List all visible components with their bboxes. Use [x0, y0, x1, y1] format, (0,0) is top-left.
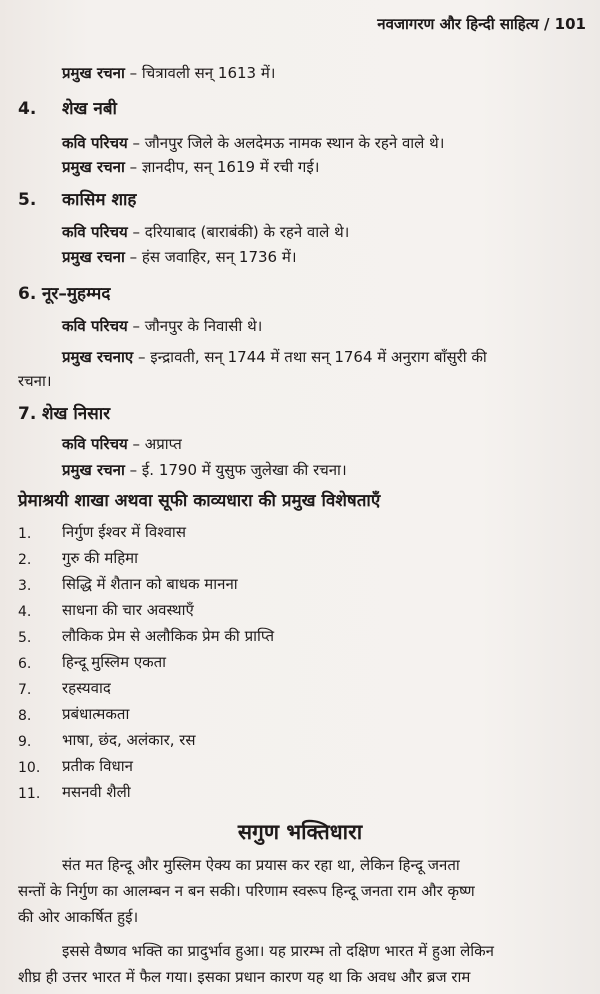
item-number: 6.: [18, 656, 32, 672]
item-number: 10.: [18, 760, 41, 776]
poet-intro-line: [62, 315, 262, 337]
poet-name: शेख नबी: [62, 99, 117, 119]
paragraph-line: शीघ्र ही उत्तर भारत में फैल गया। इसका प्रधान कारण यह था कि अवध और ब्रज राम: [18, 968, 471, 986]
poet-work-line: [62, 459, 347, 481]
paragraph-line: सन्तों के निर्गुण का आलम्बन न बन सकी। परिणाम स्वरूप हिन्दू जनता राम और कृष्ण: [18, 882, 475, 900]
poet-work-line: [62, 156, 319, 178]
poet-number: 4.: [18, 99, 37, 119]
poet-work-line: [62, 62, 276, 84]
item-text: सिद्धि में शैतान को बाधक मानना: [62, 575, 238, 593]
poet-number: 5.: [18, 190, 37, 210]
intro-label: कवि परिचय: [62, 317, 128, 335]
poet-intro-line: [62, 221, 349, 243]
item-text: लौकिक प्रेम से अलौकिक प्रेम की प्राप्ति: [62, 627, 275, 645]
intro-label: कवि परिचय: [62, 223, 128, 241]
work-label: प्रमुख रचनाए: [62, 348, 134, 366]
item-number: 5.: [18, 630, 32, 646]
work-text: – चित्रावली सन् 1613 में।: [129, 64, 276, 82]
item-number: 1.: [18, 526, 32, 542]
poet-number: 6.: [18, 284, 37, 304]
item-text: हिन्दू मुस्लिम एकता: [62, 653, 167, 671]
poet-intro-line: [62, 132, 444, 154]
paragraph-line: इससे वैष्णव भक्ति का प्रादुर्भाव हुआ। यह प्रारम्भ तो दक्षिण भारत में हुआ लेकिन: [62, 942, 494, 960]
poet-name: नूर–मुहम्मद: [42, 284, 111, 304]
work-text: – इन्द्रावती, सन् 1744 में तथा सन् 1764 में अनुराग बाँसुरी की: [137, 348, 487, 366]
work-label: प्रमुख रचना: [62, 461, 125, 479]
paragraph-line: संत मत हिन्दू और मुस्लिम ऐक्य का प्रयास कर रहा था, लेकिन हिन्दू जनता: [62, 856, 460, 874]
item-number: 3.: [18, 578, 32, 594]
item-text: भाषा, छंद, अलंकार, रस: [62, 731, 196, 749]
intro-text: – अप्राप्त: [132, 435, 182, 453]
item-text: मसनवी शैली: [62, 783, 131, 801]
item-text: प्रबंधात्मकता: [62, 705, 130, 723]
item-text: गुरु की महिमा: [62, 549, 139, 567]
section-title: सगुण भक्तिधारा: [237, 820, 363, 844]
intro-label: कवि परिचय: [62, 435, 128, 453]
item-text: रहस्यवाद: [62, 679, 111, 697]
poet-intro-line: [62, 433, 182, 455]
work-label: प्रमुख रचना: [62, 64, 125, 82]
item-text: प्रतीक विधान: [62, 757, 133, 775]
poet-work-line: [62, 246, 297, 268]
features-heading: प्रेमाश्रयी शाखा अथवा सूफी काव्यधारा की प्रमुख विशेषताएँ: [18, 491, 381, 511]
poet-name: शेख निसार: [42, 404, 111, 424]
intro-label: कवि परिचय: [62, 134, 128, 152]
poet-number: 7.: [18, 404, 37, 424]
item-number: 2.: [18, 552, 32, 568]
work-text: – ज्ञानदीप, सन् 1619 में रची गई।: [129, 158, 320, 176]
item-number: 9.: [18, 734, 32, 750]
poet-work-continuation: रचना।: [18, 372, 52, 390]
item-number: 7.: [18, 682, 32, 698]
intro-text: – जौनपुर जिले के अलदेमऊ नामक स्थान के रहने वाले थे।: [132, 134, 445, 152]
item-text: साधना की चार अवस्थाएँ: [62, 601, 194, 619]
poet-work-line: [62, 346, 487, 368]
page-header: नवजागरण और हिन्दी साहित्य / 101: [377, 15, 586, 33]
work-label: प्रमुख रचना: [62, 158, 125, 176]
item-number: 8.: [18, 708, 32, 724]
paragraph-line: की ओर आकर्षित हुई।: [18, 908, 139, 926]
work-text: – हंस जवाहिर, सन् 1736 में।: [129, 248, 297, 266]
intro-text: – जौनपुर के निवासी थे।: [132, 317, 263, 335]
work-text: – ई. 1790 में युसुफ जुलेखा की रचना।: [129, 461, 347, 479]
poet-name: कासिम शाह: [62, 190, 137, 210]
item-number: 4.: [18, 604, 32, 620]
item-text: निर्गुण ईश्वर में विश्वास: [62, 523, 186, 541]
intro-text: – दरियाबाद (बाराबंकी) के रहने वाले थे।: [132, 223, 350, 241]
item-number: 11.: [18, 786, 41, 802]
work-label: प्रमुख रचना: [62, 248, 125, 266]
